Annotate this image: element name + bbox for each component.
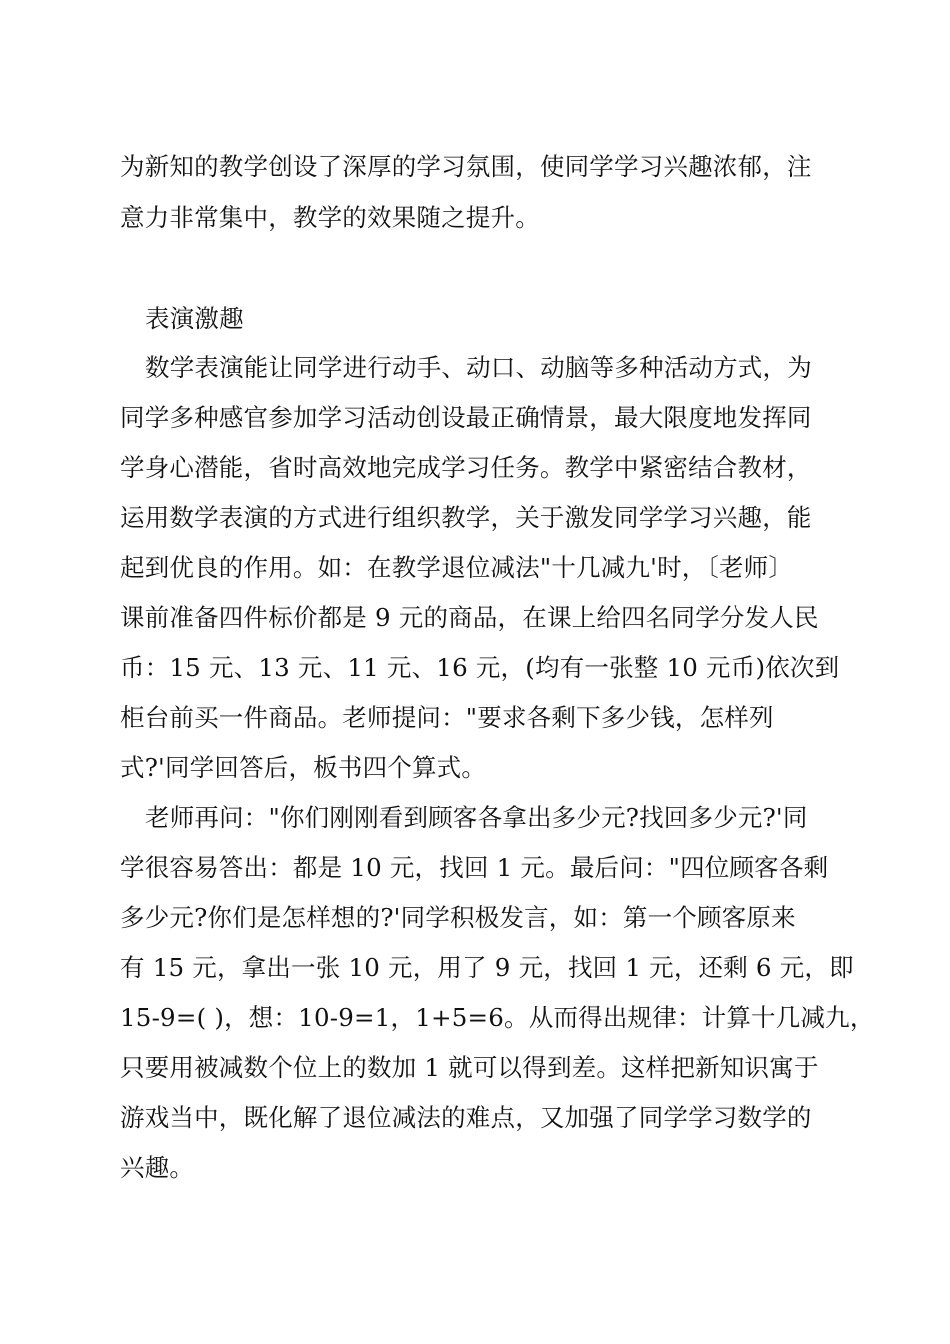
intro-line-2: 意力非常集中，教学的效果随之提升。 — [120, 203, 540, 232]
paragraph-2-line-2: 学很容易答出：都是 10 元，找回 1 元。最后问："四位顾客各剩 — [120, 853, 829, 882]
section-title: 表演激趣 — [145, 304, 244, 333]
paragraph-1-line-8: 柜台前买一件商品。老师提问："要求各剩下多少钱，怎样列 — [120, 703, 774, 732]
paragraph-1-line-4: 运用数学表演的方式进行组织教学，关于激发同学学习兴趣，能 — [120, 503, 812, 532]
paragraph-2-line-8: 兴趣。 — [120, 1153, 195, 1182]
paragraph-1-line-1: 数学表演能让同学进行动手、动口、动脑等多种活动方式，为 — [145, 353, 812, 382]
paragraph-2-line-7: 游戏当中，既化解了退位减法的难点，又加强了同学学习数学的 — [120, 1103, 812, 1132]
paragraph-2-line-1: 老师再问："你们刚刚看到顾客各拿出多少元?找回多少元?'同 — [145, 803, 808, 832]
paragraph-1-line-6: 课前准备四件标价都是 9 元的商品，在课上给四名同学分发人民 — [120, 603, 819, 632]
paragraph-2-line-3: 多少元?你们是怎样想的?'同学积极发言，如：第一个顾客原来 — [120, 903, 796, 932]
paragraph-2-line-6: 只要用被减数个位上的数加 1 就可以得到差。这样把新知识寓于 — [120, 1053, 819, 1082]
paragraph-1-line-5: 起到优良的作用。如：在教学退位减法"十几减九'时，〔老师〕 — [120, 553, 794, 582]
intro-line-1: 为新知的教学创设了深厚的学习氛围，使同学学习兴趣浓郁，注 — [120, 152, 812, 181]
paragraph-1-line-7: 币：15 元、13 元、11 元、16 元，(均有一张整 10 元币)依次到 — [120, 653, 840, 682]
paragraph-1-line-3: 学身心潜能，省时高效地完成学习任务。教学中紧密结合教材， — [120, 453, 812, 482]
paragraph-1-line-2: 同学多种感官参加学习活动创设最正确情景，最大限度地发挥同 — [120, 403, 812, 432]
paragraph-2-line-4: 有 15 元，拿出一张 10 元，用了 9 元，找回 1 元，还剩 6 元，即 — [120, 953, 854, 982]
paragraph-1-line-9: 式?'同学回答后，板书四个算式。 — [120, 753, 487, 782]
paragraph-2-line-5: 15-9=( )，想：10-9=1，1+5=6。从而得出规律：计算十几减九， — [120, 1003, 875, 1032]
